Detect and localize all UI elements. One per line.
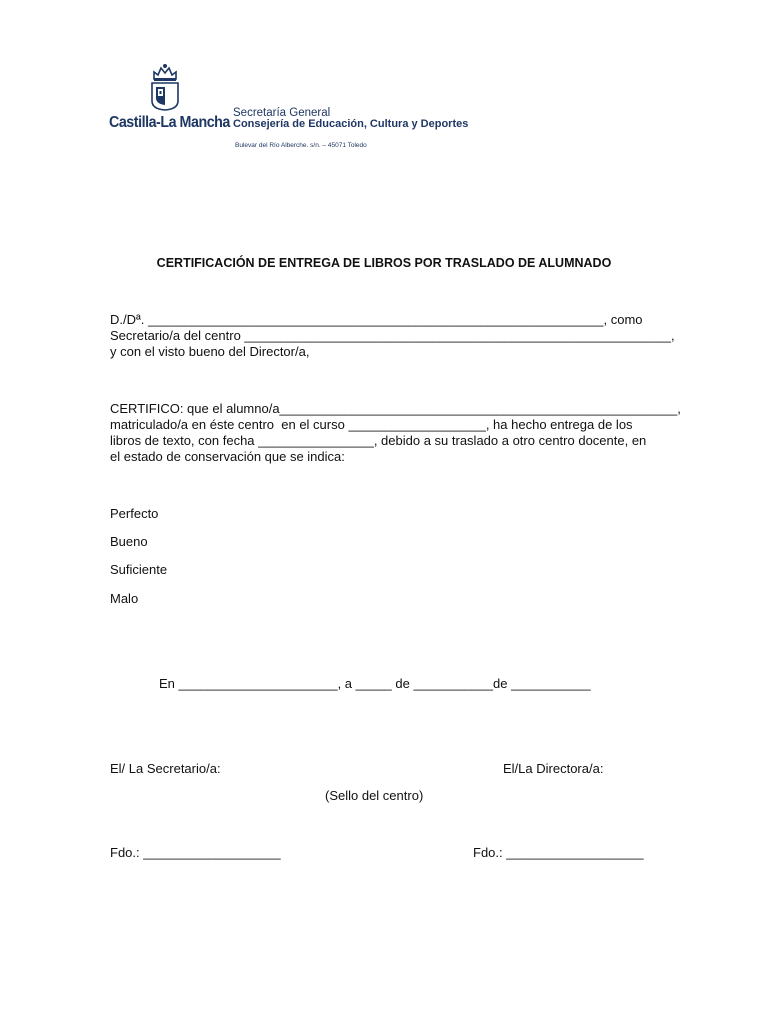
condition-perfecto: Perfecto — [110, 506, 159, 521]
para2-line: matriculado/a en éste centro en el curso ___________________, ha hecho entrega de los — [110, 417, 633, 432]
place-date-line: En ______________________, a _____ de ___________de ___________ — [159, 676, 591, 691]
para1-line: y con el visto bueno del Director/a, — [110, 344, 310, 359]
header-secretaria: Secretaría General — [233, 107, 331, 119]
para1-line: Secretario/a del centro ___________________________________________________________, — [110, 328, 675, 343]
coat-of-arms-icon — [150, 63, 180, 111]
condition-suficiente: Suficiente — [110, 562, 168, 577]
para2-line: libros de texto, con fecha ________________, debido a su traslado a otro centro docente, en — [110, 433, 647, 448]
secretary-label: El/ La Secretario/a: — [110, 761, 221, 776]
para1-line: D./Dª. _______________________________________________________________, como — [110, 312, 643, 327]
director-signature-line: Fdo.: ___________________ — [473, 845, 644, 860]
secretary-signature-line: Fdo.: ___________________ — [110, 845, 281, 860]
document-title: CERTIFICACIÓN DE ENTREGA DE LIBROS POR TRASLADO DE ALUMNADO — [156, 256, 612, 270]
para2-line: CERTIFICO: que el alumno/a_______________________________________________________, — [110, 401, 681, 416]
seal-label: (Sello del centro) — [325, 788, 424, 803]
para2-line: el estado de conservación que se indica: — [110, 449, 345, 464]
condition-malo: Malo — [110, 591, 139, 606]
header-consejeria: Consejería de Educación, Cultura y Deportes — [233, 118, 469, 130]
brand-wordmark: Castilla-La Mancha — [109, 114, 230, 131]
director-label: El/La Directora/a: — [503, 761, 604, 776]
header-address: Bulevar del Río Alberche. s/n. – 45071 Toledo — [235, 142, 367, 149]
condition-bueno: Bueno — [110, 534, 148, 549]
